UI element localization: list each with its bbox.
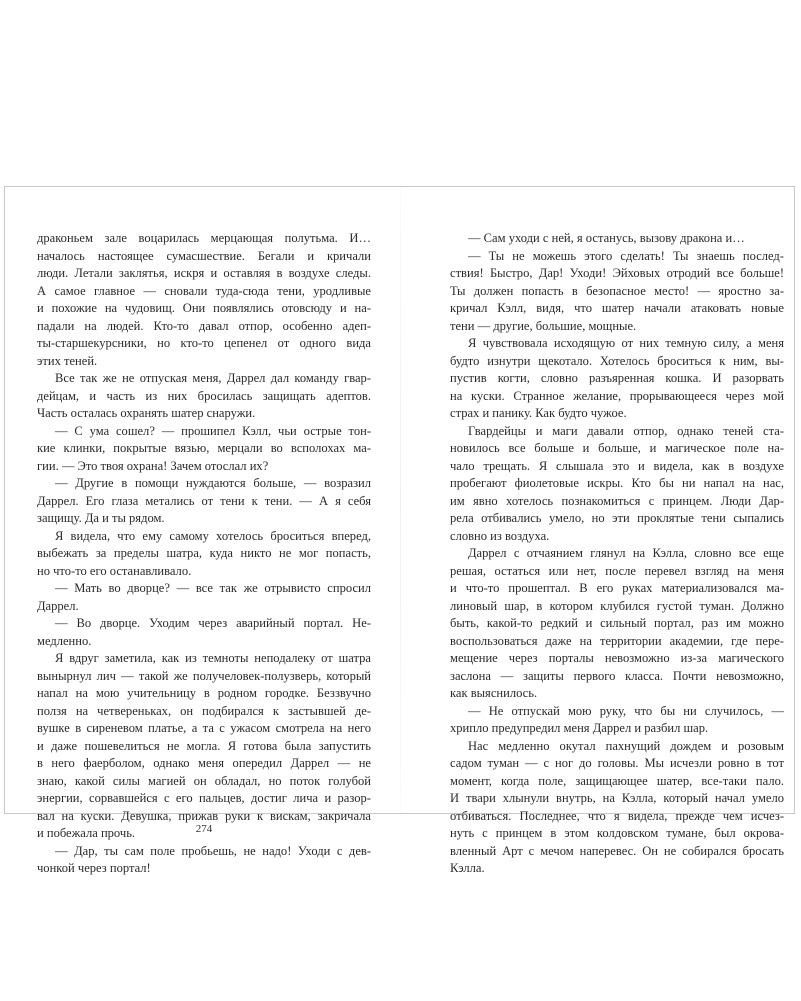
book-gutter [400,187,401,813]
text-line: — Во дворце. Уходим через аварийный портал. Не- [55,616,371,630]
text-line: — Мать во дворце? — все так же отрывисто спросил [55,581,371,595]
text-line: линовый шар, в котором клубился густой туман. Должно [450,598,784,613]
text-line: напал на мою учительницу в родном городке. Беззвучно [37,686,371,700]
text-line: тени — другие, большие, мощные. [450,318,637,333]
text-line: медленно. [37,633,92,648]
text-line: кричал Кэлл, видя, что шатер начали атаковать новые [450,301,784,315]
text-line: — Другие в помощи нуждаются больше, — возразил [55,476,371,490]
text-line: вал на куски. Девушка, прижав руки к вискам, закричала [37,808,371,823]
text-line: — Дар, ты сам поле пробьешь, не надо! Уходи с дев- [55,843,371,858]
text-line: А самое главное — сновали туда-сюда тени, уродливые [37,283,371,298]
text-line: воспользоваться даже на территории академии, где пере- [450,633,784,648]
left-page [37,230,371,878]
text-line: пробегают фиолетовые искры. Кто бы ни напал на нас, [450,476,784,490]
text-line: Нас медленно окутал пахнущий дождем и розовым [468,738,784,753]
text-line: рела отбивались умело, но эти проклятые тени сыпались [450,511,784,525]
text-line: кие клинки, покрытые вязью, мерцали во всполохах ма- [37,441,371,455]
text-line: Все так же не отпуская меня, Даррел дал команду гвар- [55,371,371,385]
text-line: хрипло предупредил меня Даррел и разбил шар. [450,721,709,735]
text-line: энергии, сорвавшейся с его пальцев, достиг лича и разор- [37,791,371,805]
right-page [450,230,784,878]
text-line: Я чувствовала исходящую от них темную силу, а меня [468,336,784,350]
text-line: Даррел. [37,598,79,613]
left-page-text [37,230,371,878]
text-line: — С ума сошел? — прошипел Кэлл, чьи острые тон- [55,423,371,438]
text-line: мещение через порталы невозможно из-за магического [450,651,784,665]
text-line: им явно хотелось познакомиться с принцем. Люди Дар- [450,493,784,508]
text-line: новилось все больше и больше, и магическое поле на- [450,441,784,455]
text-line: этих теней. [37,353,98,368]
text-line: пустив когти, словно разъяренная кошка. И разорвать [450,371,784,385]
text-line: решая, остаться или нет, после перевел взгляд на меня [450,563,784,578]
text-line: падали на людей. Кто-то давал отпор, особенно адеп- [37,318,371,333]
text-line: нуть с принцем в этом колдовском тумане, был окрова- [450,826,784,840]
text-line: началось настоящее сумасшествие. Бегали и кричали [37,248,371,263]
text-line: ползя на четвереньках, он подбирался к застывшей де- [37,703,371,718]
text-line: драконьем зале воцарилась мерцающая полутьма. И… [37,231,371,245]
text-line: на куски. Странное желание, прорывающееся через мой [450,388,784,403]
text-line: вынырнул лич — такой же получеловек-полузверь, который [37,668,371,683]
text-line: момент, когда поле, защищающее шатер, все-таки пало. [450,773,784,788]
right-page-text [450,230,784,878]
text-line: Даррел с отчаянием глянул на Кэлла, словно все еще [468,546,784,560]
text-line: ты-старшекурсники, но кто-то цепенел от одного вида [37,336,371,350]
text-line: отбиваться. Последнее, что я видела, прежде чем исчез- [450,808,784,823]
text-line: и побежала прочь. [37,826,136,840]
text-line: — Не отпускай мою руку, что бы ни случилось, — [468,703,784,718]
text-line: вушке в сиреневом платье, а та с ужасом смотрела на него [37,721,371,735]
text-line: чонкой через портал! [37,861,151,875]
text-line: Кэлла. [450,861,485,875]
text-line: страх и панику. Как будто чужое. [450,406,627,420]
text-line: Ты должен попасть в безопасное место! — яростно за- [450,283,784,298]
text-line: Часть осталась охранять шатер снаружи. [37,406,256,420]
text-line: заслона — защиты первого класса. Почти невозможно, [450,668,784,683]
text-line: будто изнутри щекотало. Хотелось броситься к ним, вы- [450,353,784,368]
text-line: выбежать за пределы шатра, куда никто не мог попасть, [37,546,371,560]
text-line: садом туман — с ног до головы. Мы исчезли ровно в тот [450,756,784,770]
text-line: Я вдруг заметила, как из темноты неподалеку от шатра [55,651,371,665]
text-line: Гвардейцы и маги давали отпор, однако теней ста- [468,423,784,438]
text-line: дейцам, и часть из них бросилась защищать адептов. [37,388,371,403]
text-line: и что-то прошептал. В его руках материализовался ма- [450,581,784,595]
page-number: 274 [195,823,213,835]
text-line: словно из воздуха. [450,528,550,543]
text-line: чало трещать. Я слышала это и видела, как в воздухе [450,458,784,473]
text-line: и похожие на чудовищ. Они появлялись отовсюду и на- [37,301,371,315]
text-line: Даррел. Его глаза метались от тени к тени. — А я себя [37,493,371,508]
text-line: знаю, какой силы магией он обладал, но поток голубой [37,773,371,788]
text-line: как выяснилось. [450,686,538,700]
text-line: защищу. Да и ты рядом. [37,511,165,525]
text-line: Я видела, что ему самому хотелось броситься вперед, [55,528,371,543]
text-line: быть, какой-то редкий и сильный портал, раз им можно [450,616,784,630]
text-line: люди. Летали заклятья, искря и оставляя в воздухе следы. [37,266,371,280]
text-line: вленный Арт с мечом наперевес. Он не собирался бросать [450,843,784,858]
book-spread [4,186,795,875]
text-line: — Сам уходи с ней, я останусь, вызову дракона и… [468,231,745,245]
text-line: ствия! Быстро, Дар! Уходи! Эйховых отродий все больше! [450,266,784,280]
text-line: И твари хлынули внутрь, на Кэлла, который начал умело [450,791,784,805]
text-line: гии. — Это твоя охрана! Зачем отослал их? [37,458,269,473]
text-line: но что-то его останавливало. [37,563,192,578]
text-line: в него фаерболом, однако меня опередил Даррел — не [37,756,371,770]
text-line: — Ты не можешь этого сделать! Ты знаешь послед- [468,248,784,263]
text-line: и даже пошевелиться не могла. Я готова была запустить [37,738,371,753]
